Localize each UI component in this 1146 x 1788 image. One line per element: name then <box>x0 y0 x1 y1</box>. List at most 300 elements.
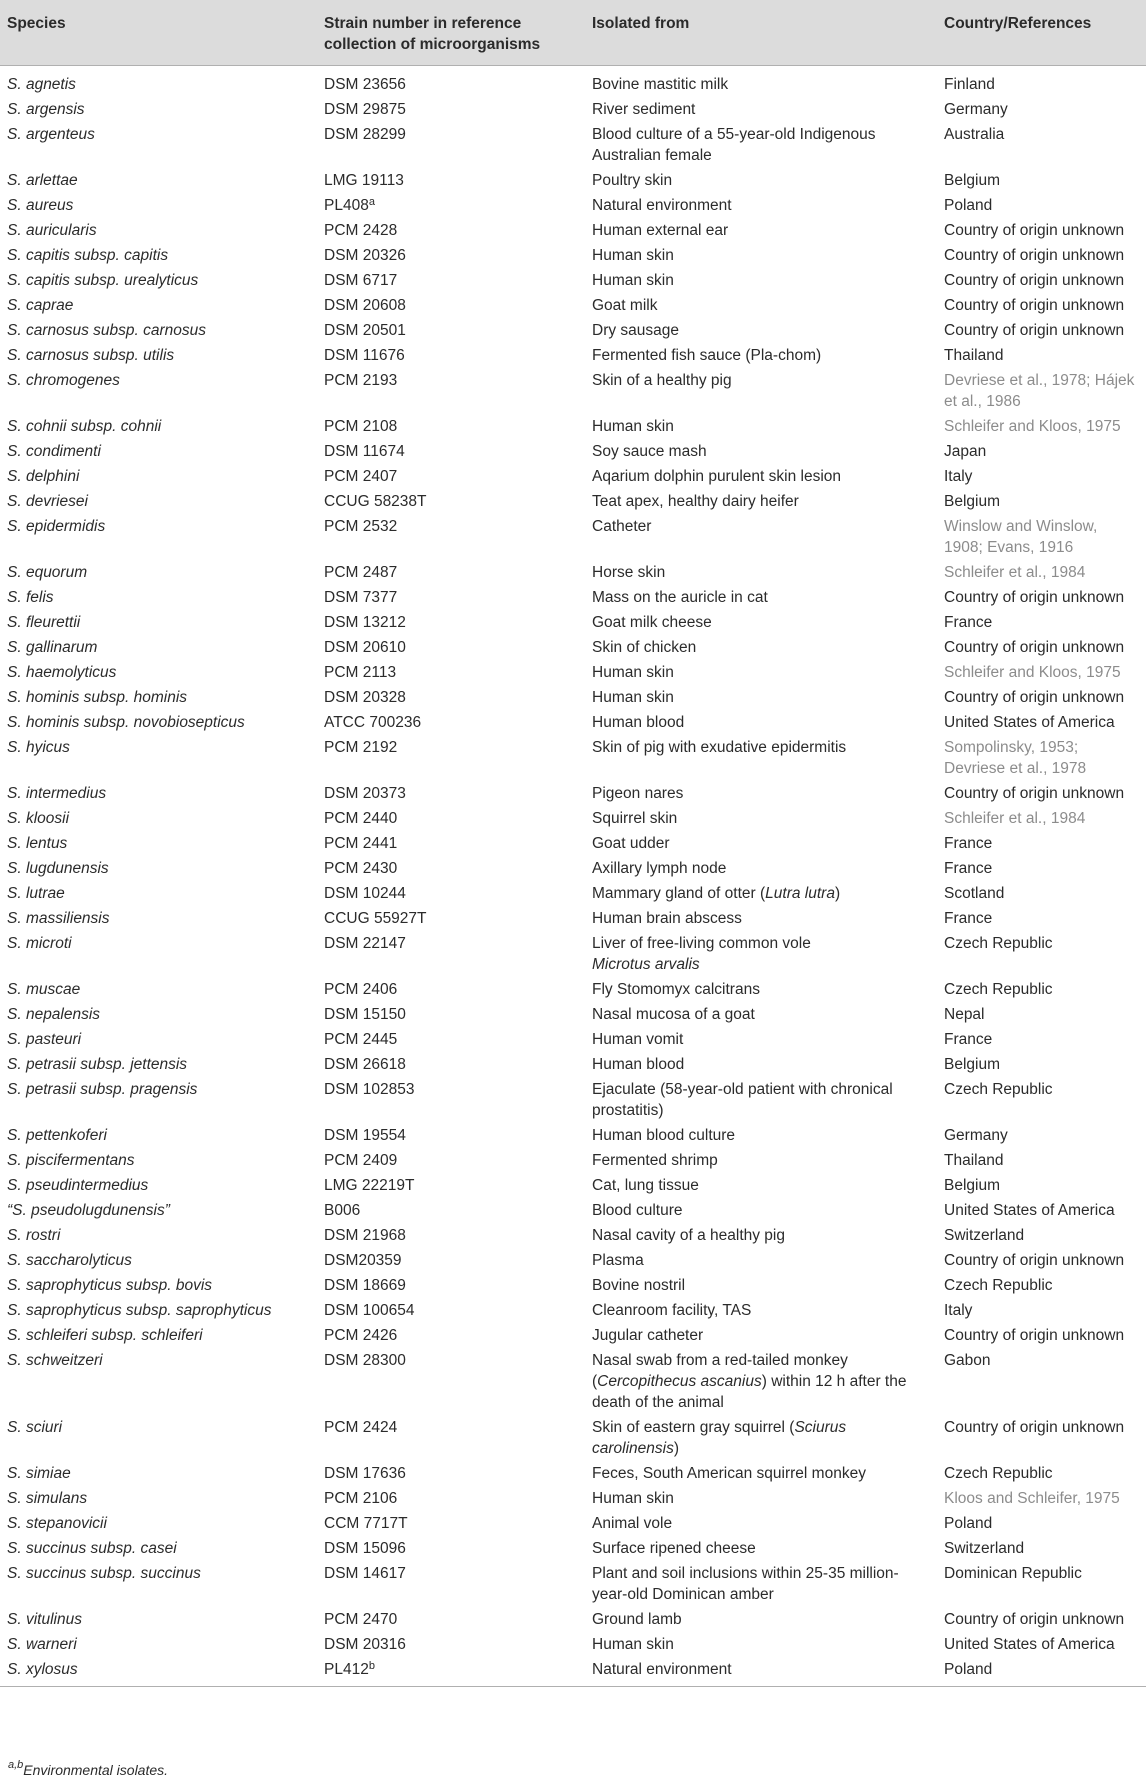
table-row <box>0 514 1146 560</box>
strain-cell <box>317 906 585 931</box>
reference-cell: Schleifer et al., 1984 <box>944 564 1086 581</box>
species-cell: S. microti <box>7 935 72 952</box>
isolated-from-text: Ejaculate (58-year-old patient with chronical prostatitis) <box>592 1081 893 1119</box>
species-cell: S. caprae <box>7 297 74 314</box>
isolated-from-text: Nasal swab from a red-tailed monkey ( <box>592 1352 848 1390</box>
strain-cell <box>317 735 585 781</box>
isolated-from-text: Nasal cavity of a healthy pig <box>592 1227 785 1244</box>
isolated-from-text: Cleanroom facility, TAS <box>592 1302 752 1319</box>
table-row <box>0 218 1146 243</box>
country-cell: France <box>944 1031 993 1048</box>
table-row <box>0 1536 1146 1561</box>
strain-cell <box>317 439 585 464</box>
species-cell: S. arlettae <box>7 172 78 189</box>
isolated-from-cell <box>585 464 937 489</box>
strain-cell <box>317 1486 585 1511</box>
table-row <box>0 97 1146 122</box>
strain-number: DSM 20328 <box>324 689 406 706</box>
isolated-from-cell <box>585 1002 937 1027</box>
isolated-from-text: Feces, South American squirrel monkey <box>592 1465 866 1482</box>
table-row <box>0 610 1146 635</box>
strain-number: PCM 2406 <box>324 981 398 998</box>
isolated-from-cell <box>585 1607 937 1632</box>
isolated-from-cell <box>585 66 937 98</box>
country-cell: United States of America <box>944 1636 1115 1653</box>
table-row <box>0 906 1146 931</box>
isolated-from-cell <box>585 489 937 514</box>
footnote-marker: a,b <box>8 1759 24 1771</box>
isolated-from-cell <box>585 1198 937 1223</box>
strain-number: DSM 20608 <box>324 297 406 314</box>
isolated-from-cell <box>585 293 937 318</box>
strain-cell <box>317 1052 585 1077</box>
isolated-from-cell <box>585 1561 937 1607</box>
isolated-from-text: Human vomit <box>592 1031 684 1048</box>
species-cell: S. haemolyticus <box>7 664 117 681</box>
strain-footnote-marker: a <box>368 196 375 208</box>
strain-cell <box>317 1273 585 1298</box>
isolated-from-taxon: Sciurus carolinensis <box>592 1419 847 1457</box>
table-row <box>0 931 1146 977</box>
strain-cell <box>317 122 585 168</box>
strain-number: DSM 102853 <box>324 1081 415 1098</box>
strain-number: PCM 2470 <box>324 1611 398 1628</box>
isolated-from-cell <box>585 635 937 660</box>
species-cell: S. pettenkoferi <box>7 1127 107 1144</box>
strain-number: LMG 19113 <box>324 172 404 189</box>
species-cell: S. succinus subsp. casei <box>7 1540 177 1557</box>
strain-cell <box>317 1027 585 1052</box>
isolated-from-text: Squirrel skin <box>592 810 678 827</box>
species-cell: S. equorum <box>7 564 88 581</box>
strain-number: B006 <box>324 1202 361 1219</box>
species-cell: S. lugdunensis <box>7 860 109 877</box>
strain-number: ATCC 700236 <box>324 714 422 731</box>
header-country: Country/References <box>937 0 1146 66</box>
isolated-from-cell <box>585 781 937 806</box>
country-cell: Czech Republic <box>944 935 1053 952</box>
strain-cell <box>317 806 585 831</box>
country-cell: Country of origin unknown <box>944 222 1125 239</box>
species-cell: S. agnetis <box>7 76 76 93</box>
isolated-from-text: Pigeon nares <box>592 785 684 802</box>
isolated-from-cell <box>585 1536 937 1561</box>
species-cell: S. condimenti <box>7 443 101 460</box>
species-cell: S. sciuri <box>7 1419 63 1436</box>
isolated-from-cell <box>585 268 937 293</box>
country-cell: Country of origin unknown <box>944 322 1125 339</box>
isolated-from-cell <box>585 735 937 781</box>
table-row <box>0 1486 1146 1511</box>
species-cell: S. aureus <box>7 197 74 214</box>
isolated-from-text: Dry sausage <box>592 322 680 339</box>
isolated-from-taxon: Lutra lutra <box>765 885 835 902</box>
species-cell: S. carnosus subsp. utilis <box>7 347 175 364</box>
strain-cell <box>317 1657 585 1687</box>
strain-cell <box>317 368 585 414</box>
country-cell: Italy <box>944 1302 973 1319</box>
strain-number: PCM 2440 <box>324 810 398 827</box>
isolated-from-text-end: ) within 12 h after the death of the animal <box>592 1373 907 1411</box>
table-row <box>0 1123 1146 1148</box>
species-cell: S. carnosus subsp. carnosus <box>7 322 207 339</box>
strain-number: PCM 2424 <box>324 1419 398 1436</box>
species-cell: S. hominis subsp. novobiosepticus <box>7 714 245 731</box>
strain-number: DSM 100654 <box>324 1302 415 1319</box>
strain-number: DSM 18669 <box>324 1277 406 1294</box>
strain-cell <box>317 1002 585 1027</box>
table-row <box>0 168 1146 193</box>
table-row <box>0 660 1146 685</box>
country-cell: Germany <box>944 1127 1008 1144</box>
strain-number: DSM 20373 <box>324 785 406 802</box>
isolated-from-cell <box>585 1632 937 1657</box>
strain-number: DSM 28300 <box>324 1352 406 1369</box>
isolated-from-text: Jugular catheter <box>592 1327 704 1344</box>
country-cell: Finland <box>944 76 995 93</box>
isolated-from-text: Human external ear <box>592 222 729 239</box>
isolated-from-cell <box>585 685 937 710</box>
isolated-from-cell <box>585 1173 937 1198</box>
isolated-from-cell <box>585 881 937 906</box>
isolated-from-cell <box>585 318 937 343</box>
strain-cell <box>317 635 585 660</box>
isolated-from-cell <box>585 1077 937 1123</box>
isolated-from-text: Human skin <box>592 418 674 435</box>
species-cell: S. hyicus <box>7 739 70 756</box>
table-body <box>0 66 1146 1687</box>
reference-cell: Sompolinsky, 1953; Devriese et al., 1978 <box>944 739 1087 777</box>
isolated-from-text: Fermented fish sauce (Pla-chom) <box>592 347 822 364</box>
isolated-from-text: Skin of a healthy pig <box>592 372 732 389</box>
country-cell: United States of America <box>944 714 1115 731</box>
isolated-from-taxon: Cercopithecus ascanius <box>597 1373 762 1390</box>
species-cell: S. xylosus <box>0 1657 317 1687</box>
strain-cell <box>317 977 585 1002</box>
isolated-from-text: Goat udder <box>592 835 670 852</box>
isolated-from-text: Mass on the auricle in cat <box>592 589 768 606</box>
strain-number: PCM 2426 <box>324 1327 398 1344</box>
country-cell: Country of origin unknown <box>944 297 1125 314</box>
table-row <box>0 856 1146 881</box>
table-row <box>0 1198 1146 1223</box>
isolated-from-text: Fly Stomomyx calcitrans <box>592 981 760 998</box>
table-row <box>0 1173 1146 1198</box>
strain-number: DSM 20501 <box>324 322 406 339</box>
header-species: Species <box>0 0 317 66</box>
country-cell: Nepal <box>944 1006 985 1023</box>
country-cell: Scotland <box>944 885 1005 902</box>
strain-number: CCM 7717T <box>324 1515 408 1532</box>
country-cell: Thailand <box>944 1152 1004 1169</box>
isolated-from-cell <box>585 1461 937 1486</box>
strain-number: PCM 2441 <box>324 835 398 852</box>
strain-cell <box>317 1223 585 1248</box>
country-cell: Country of origin unknown <box>944 1419 1125 1436</box>
header-strain: Strain number in reference collection of microorganisms <box>317 0 585 66</box>
country-cell: Country of origin unknown <box>944 689 1125 706</box>
isolated-from-cell <box>585 122 937 168</box>
strain-cell <box>317 514 585 560</box>
isolated-from-text: Natural environment <box>592 1661 732 1678</box>
isolated-from-cell <box>585 560 937 585</box>
species-cell: S. schleiferi subsp. schleiferi <box>7 1327 203 1344</box>
table-row <box>0 1561 1146 1607</box>
isolated-from-text: Human skin <box>592 1636 674 1653</box>
isolated-from-cell <box>585 831 937 856</box>
country-cell: Country of origin unknown <box>944 247 1125 264</box>
country-cell: Dominican Republic <box>944 1565 1082 1582</box>
species-cell: S. saccharolyticus <box>7 1252 132 1269</box>
strain-cell <box>317 831 585 856</box>
species-cell: S. muscae <box>7 981 81 998</box>
strain-cell <box>317 293 585 318</box>
isolated-from-cell <box>585 977 937 1002</box>
strain-number: PCM 2428 <box>324 222 398 239</box>
table-row <box>0 1273 1146 1298</box>
table-row <box>0 710 1146 735</box>
country-cell: Thailand <box>944 347 1004 364</box>
isolated-from-text: Catheter <box>592 518 652 535</box>
species-cell: S. auricularis <box>7 222 97 239</box>
strain-cell <box>317 1348 585 1415</box>
species-cell: S. devriesei <box>7 493 88 510</box>
table-header <box>0 0 1146 66</box>
strain-number: DSM 29875 <box>324 101 406 118</box>
strain-cell <box>317 343 585 368</box>
species-cell: S. epidermidis <box>7 518 106 535</box>
isolated-from-cell <box>585 806 937 831</box>
isolated-from-cell <box>585 1657 937 1687</box>
isolated-from-cell <box>585 1027 937 1052</box>
strain-cell <box>317 66 585 98</box>
isolated-from-cell <box>585 1223 937 1248</box>
strain-footnote-marker: b <box>368 1660 375 1672</box>
species-cell: S. gallinarum <box>7 639 98 656</box>
isolated-from-text: Human blood culture <box>592 1127 736 1144</box>
strain-number: DSM 14617 <box>324 1565 406 1582</box>
isolated-from-cell <box>585 1348 937 1415</box>
species-cell: S. schweitzeri <box>7 1352 103 1369</box>
table-row <box>0 122 1146 168</box>
reference-cell: Kloos and Schleifer, 1975 <box>944 1490 1120 1507</box>
strain-cell <box>317 1536 585 1561</box>
country-cell: Switzerland <box>944 1227 1025 1244</box>
table-row <box>0 685 1146 710</box>
species-cell: S. simiae <box>7 1465 71 1482</box>
table-row <box>0 781 1146 806</box>
isolated-from-cell <box>585 514 937 560</box>
strain-cell <box>317 1298 585 1323</box>
isolated-from-text: Human skin <box>592 689 674 706</box>
country-cell: Japan <box>944 443 987 460</box>
strain-cell <box>317 931 585 977</box>
strain-number: CCUG 55927T <box>324 910 427 927</box>
species-cell: S. argenteus <box>7 126 95 143</box>
isolated-from-text: Human brain abscess <box>592 910 742 927</box>
table-row <box>0 1511 1146 1536</box>
isolated-from-text: Teat apex, healthy dairy heifer <box>592 493 799 510</box>
strain-cell <box>317 1077 585 1123</box>
isolated-from-cell <box>585 1123 937 1148</box>
country-cell: Czech Republic <box>944 1081 1053 1098</box>
isolated-from-text: Soy sauce mash <box>592 443 707 460</box>
isolated-from-cell <box>585 1148 937 1173</box>
strain-cell <box>317 1323 585 1348</box>
isolated-from-text: Human blood <box>592 714 685 731</box>
strain-cell <box>317 1173 585 1198</box>
isolated-from-text: Skin of pig with exudative epidermitis <box>592 739 847 756</box>
species-cell: “S. pseudolugdunensis” <box>7 1202 170 1219</box>
country-cell: France <box>944 835 993 852</box>
table-row <box>0 735 1146 781</box>
isolated-from-text: Bovine mastitic milk <box>592 76 729 93</box>
strain-cell <box>317 1248 585 1273</box>
table-row <box>0 1148 1146 1173</box>
species-cell: S. piscifermentans <box>7 1152 135 1169</box>
strain-cell <box>317 414 585 439</box>
reference-cell: Winslow and Winslow, 1908; Evans, 1916 <box>944 518 1098 556</box>
isolated-from-cell <box>585 1273 937 1298</box>
isolated-from-cell <box>585 610 937 635</box>
species-cell: S. pasteuri <box>7 1031 82 1048</box>
strain-cell <box>317 781 585 806</box>
strain-cell <box>317 1198 585 1223</box>
table-row <box>0 1461 1146 1486</box>
species-cell: S. cohnii subsp. cohnii <box>7 418 162 435</box>
strain-number: PL408 <box>324 197 369 214</box>
isolated-from-cell <box>585 856 937 881</box>
isolated-from-text: Human skin <box>592 1490 674 1507</box>
species-cell: S. massiliensis <box>7 910 110 927</box>
strain-cell <box>317 1511 585 1536</box>
species-cell: S. capitis subsp. urealyticus <box>7 272 199 289</box>
table-row <box>0 560 1146 585</box>
strain-number: DSM20359 <box>324 1252 402 1269</box>
table-row <box>0 318 1146 343</box>
country-cell: Switzerland <box>944 1540 1025 1557</box>
strain-number: PCM 2106 <box>324 1490 398 1507</box>
strain-number: DSM 20610 <box>324 639 406 656</box>
strain-number: PCM 2409 <box>324 1152 398 1169</box>
species-cell: S. felis <box>7 589 54 606</box>
strain-number: PCM 2430 <box>324 860 398 877</box>
footnote-text: Environmental isolates. <box>23 1762 169 1778</box>
strain-number: DSM 6717 <box>324 272 398 289</box>
isolated-from-text: Mammary gland of otter ( <box>592 885 766 902</box>
strain-cell <box>317 560 585 585</box>
strain-cell <box>317 1123 585 1148</box>
species-cell: S. saprophyticus subsp. saprophyticus <box>7 1302 272 1319</box>
country-cell: Belgium <box>944 1056 1000 1073</box>
isolated-from-text: Skin of chicken <box>592 639 697 656</box>
isolated-from-cell <box>585 710 937 735</box>
species-cell: S. hominis subsp. hominis <box>7 689 188 706</box>
table-row <box>0 1323 1146 1348</box>
table-row <box>0 1077 1146 1123</box>
strain-number: DSM 11676 <box>324 347 405 364</box>
strain-number: DSM 15096 <box>324 1540 406 1557</box>
isolated-from-text-end: ) <box>834 885 841 902</box>
country-cell: Czech Republic <box>944 1465 1053 1482</box>
table-row <box>0 293 1146 318</box>
isolated-from-cell <box>585 660 937 685</box>
species-cell: S. fleurettii <box>7 614 81 631</box>
species-cell: S. lentus <box>7 835 68 852</box>
table-row <box>0 1415 1146 1461</box>
strain-cell <box>317 268 585 293</box>
strain-cell <box>317 1148 585 1173</box>
table-row <box>0 806 1146 831</box>
strain-number: DSM 26618 <box>324 1056 406 1073</box>
isolated-from-text: Bovine nostril <box>592 1277 686 1294</box>
species-cell: S. vitulinus <box>7 1611 82 1628</box>
footnote <box>8 1759 169 1778</box>
isolated-from-text: River sediment <box>592 101 696 118</box>
strain-cell <box>317 856 585 881</box>
strain-number: DSM 19554 <box>324 1127 406 1144</box>
country-cell: Czech Republic <box>944 981 1053 998</box>
strain-cell <box>317 685 585 710</box>
isolated-from-cell <box>585 1298 937 1323</box>
strain-cell <box>317 1415 585 1461</box>
isolated-from-text: Natural environment <box>592 197 732 214</box>
species-cell: S. stepanovicii <box>7 1515 107 1532</box>
strain-number: DSM 17636 <box>324 1465 406 1482</box>
country-cell: Poland <box>937 1657 1146 1687</box>
isolated-from-cell <box>585 368 937 414</box>
isolated-from-cell <box>585 243 937 268</box>
strain-number: CCUG 58238T <box>324 493 427 510</box>
isolated-from-cell <box>585 1248 937 1273</box>
country-cell: Czech Republic <box>944 1277 1053 1294</box>
isolated-from-text: Human skin <box>592 664 674 681</box>
strain-number: DSM 23656 <box>324 76 406 93</box>
strain-number: PCM 2445 <box>324 1031 398 1048</box>
strain-cell <box>317 1561 585 1607</box>
table-row <box>0 368 1146 414</box>
species-cell: S. petrasii subsp. jettensis <box>7 1056 188 1073</box>
table-row <box>0 1632 1146 1657</box>
species-cell: S. intermedius <box>7 785 107 802</box>
isolated-from-text: Ground lamb <box>592 1611 682 1628</box>
strain-number: DSM 21968 <box>324 1227 406 1244</box>
table-row <box>0 66 1146 98</box>
strain-number: PCM 2113 <box>324 664 397 681</box>
table-row <box>0 343 1146 368</box>
strain-number: DSM 7377 <box>324 589 398 606</box>
strain-number: PCM 2193 <box>324 372 398 389</box>
species-cell: S. rostri <box>7 1227 61 1244</box>
table-row <box>0 1248 1146 1273</box>
species-cell: S. simulans <box>7 1490 88 1507</box>
strain-number: DSM 10244 <box>324 885 406 902</box>
isolated-from-text: Human skin <box>592 247 674 264</box>
table-row <box>0 193 1146 218</box>
country-cell: Germany <box>944 101 1008 118</box>
isolated-from-cell <box>585 1052 937 1077</box>
isolated-from-cell <box>585 168 937 193</box>
species-cell: S. lutrae <box>7 885 65 902</box>
strain-number: DSM 15150 <box>324 1006 406 1023</box>
strain-number: PCM 2192 <box>324 739 398 756</box>
country-cell: France <box>944 860 993 877</box>
isolated-from-text: Horse skin <box>592 564 666 581</box>
isolated-from-text: Cat, lung tissue <box>592 1177 699 1194</box>
strain-cell <box>317 318 585 343</box>
isolated-from-text: Surface ripened cheese <box>592 1540 756 1557</box>
strain-cell <box>317 660 585 685</box>
